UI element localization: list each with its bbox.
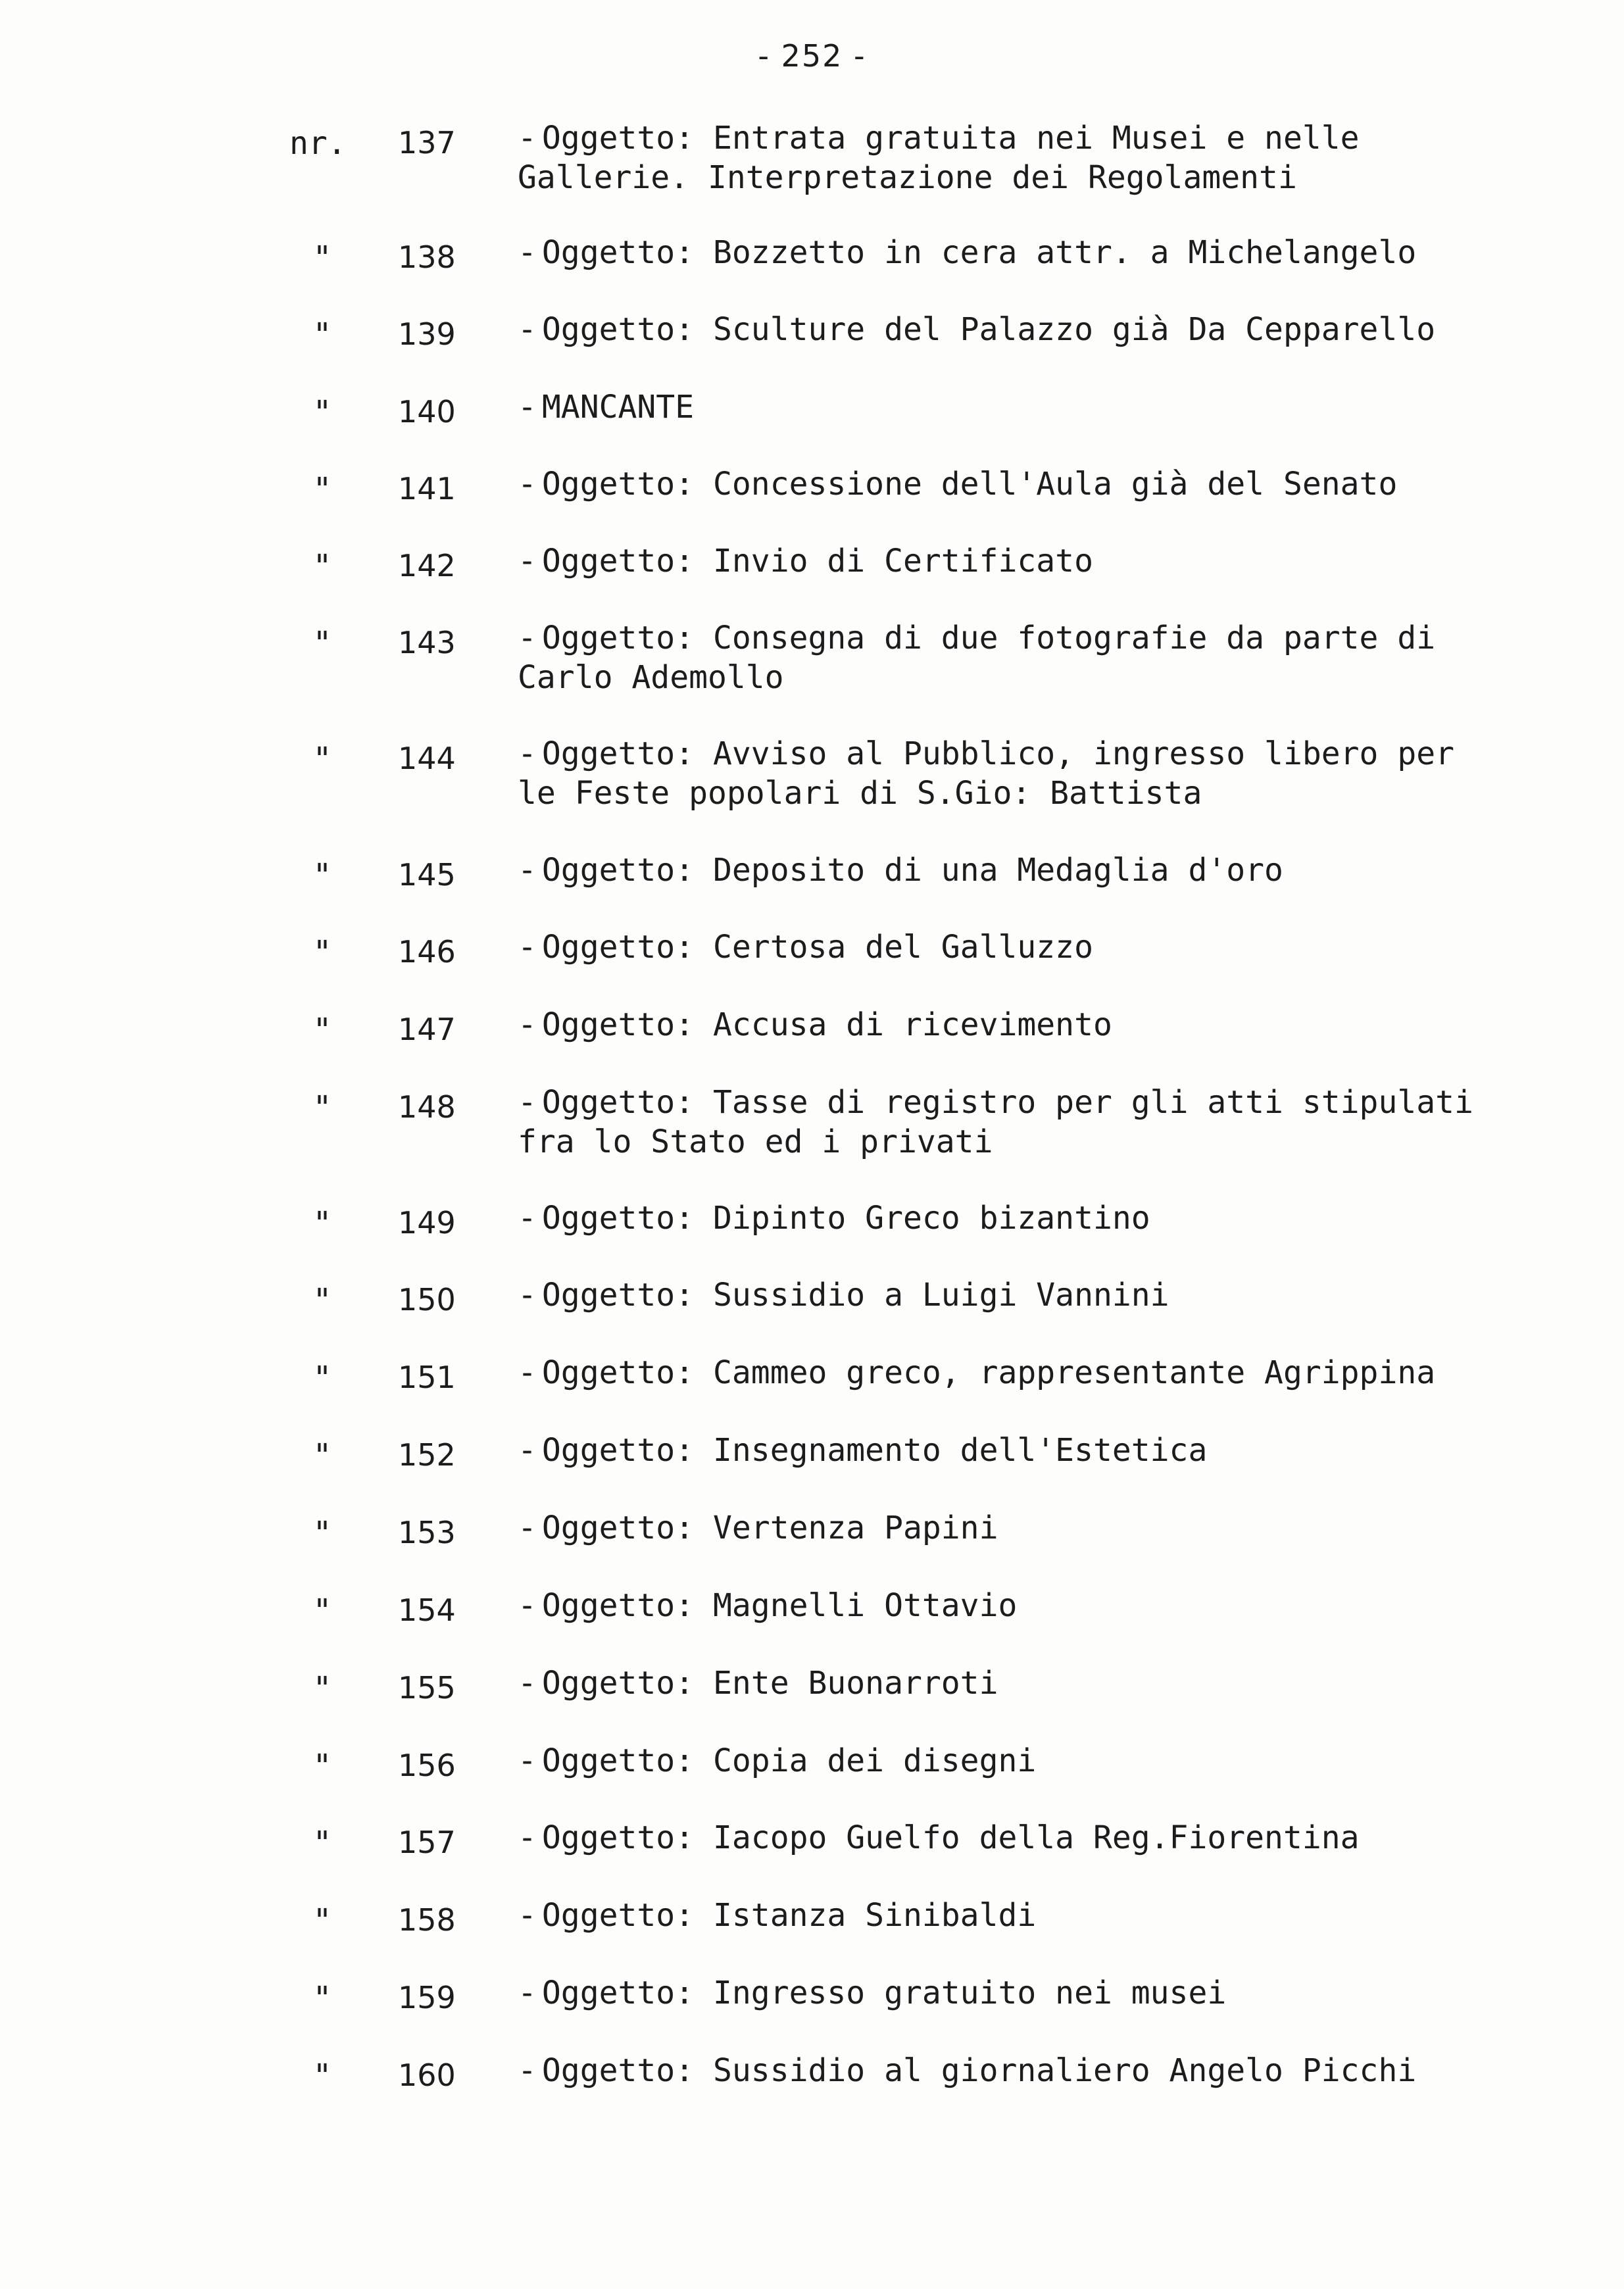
entry-number: 158: [398, 1902, 456, 1938]
entry-subject: Oggetto: Sculture del Palazzo già Da Cepparello: [541, 311, 1436, 348]
entry-dash: -: [518, 389, 537, 426]
entry-text: [518, 310, 1570, 349]
entry-subject: Oggetto: Concessione dell'Aula già del Senato: [541, 466, 1398, 503]
entry-number: 148: [398, 1089, 456, 1125]
entry-prefix: ": [312, 625, 332, 662]
entry-prefix: ": [312, 1012, 332, 1048]
entry-prefix: ": [312, 1360, 332, 1396]
entry-number: 160: [398, 2057, 456, 2093]
entry-number: 142: [398, 548, 456, 583]
entry-subject: Oggetto: Ente Buonarroti: [541, 1665, 998, 1702]
entry-subject: Oggetto: Consegna di due fotografie da parte di Carlo Ademollo: [518, 620, 1436, 696]
entry-dash: -: [518, 2052, 537, 2089]
entry-prefix: ": [312, 1282, 332, 1319]
entry-dash: -: [518, 1975, 537, 2011]
entry-number: 159: [398, 1980, 456, 2015]
entry-text: [518, 464, 1570, 504]
entry-dash: -: [518, 120, 537, 157]
entry-number: 150: [398, 1282, 456, 1317]
entry-subject: Oggetto: Ingresso gratuito nei musei: [541, 1975, 1227, 2011]
entry-subject: Oggetto: Sussidio al giornaliero Angelo Picchi: [541, 2052, 1417, 2089]
entry-text: [518, 1663, 1570, 1703]
entry-number: 147: [398, 1012, 456, 1047]
entry-text: [518, 1353, 1570, 1392]
entry-number: 143: [398, 625, 456, 660]
entry-text: [518, 1083, 1570, 1162]
entry-prefix: ": [312, 1089, 332, 1126]
entry-dash: -: [518, 1277, 537, 1314]
entry-subject: Oggetto: Copia dei disegni: [541, 1742, 1037, 1779]
entry-dash: -: [518, 735, 537, 772]
entry-prefix: ": [312, 316, 332, 353]
entry-text: [518, 1586, 1570, 1625]
entry-subject: Oggetto: Entrata gratuita nei Musei e nelle Gallerie. Interpretazione dei Regolamenti: [518, 120, 1360, 196]
entry-prefix: ": [312, 1902, 332, 1939]
entry-dash: -: [518, 1897, 537, 1934]
entry-text: [518, 1005, 1570, 1045]
entry-number: 141: [398, 471, 456, 506]
entry-text: [518, 1896, 1570, 1935]
entry-subject: MANCANTE: [541, 389, 695, 426]
entry-dash: -: [518, 929, 537, 966]
entry-number: 138: [398, 239, 456, 275]
entry-dash: -: [518, 1432, 537, 1469]
entry-number: 157: [398, 1825, 456, 1860]
entry-subject: Oggetto: Accusa di ricevimento: [541, 1006, 1112, 1043]
entry-dash: -: [518, 852, 537, 889]
entry-number: 139: [398, 316, 456, 352]
entry-number: 137: [398, 125, 456, 160]
page-number: - 252 -: [758, 38, 866, 74]
entry-prefix: ": [312, 1437, 332, 1474]
entry-dash: -: [518, 1006, 537, 1043]
entry-prefix: ": [312, 934, 332, 971]
entry-text: [518, 618, 1570, 697]
entry-text: [518, 1818, 1570, 1858]
entry-number: 153: [398, 1515, 456, 1550]
entry-prefix: ": [312, 857, 332, 894]
entry-text: [518, 734, 1570, 813]
entry-subject: Oggetto: Magnelli Ottavio: [541, 1587, 1018, 1624]
entry-dash: -: [518, 1742, 537, 1779]
entry-prefix: ": [312, 1980, 332, 2017]
entry-dash: -: [518, 1665, 537, 1702]
entry-prefix: ": [312, 239, 332, 276]
entry-prefix: ": [312, 471, 332, 508]
entry-dash: -: [518, 311, 537, 348]
entry-prefix: ": [312, 1515, 332, 1552]
entry-number: 140: [398, 394, 456, 430]
entry-dash: -: [518, 1587, 537, 1624]
entry-dash: -: [518, 466, 537, 503]
entry-dash: -: [518, 543, 537, 579]
entry-subject: Oggetto: Istanza Sinibaldi: [541, 1897, 1037, 1934]
entry-dash: -: [518, 1354, 537, 1391]
entry-subject: Oggetto: Bozzetto in cera attr. a Michelangelo: [541, 234, 1417, 271]
entry-subject: Oggetto: Invio di Certificato: [541, 543, 1093, 579]
entry-prefix: ": [312, 394, 332, 431]
entry-dash: -: [518, 1084, 537, 1121]
entry-text: [518, 1198, 1570, 1238]
entry-text: [518, 927, 1570, 967]
entry-text: [518, 1973, 1570, 2013]
entry-number: 154: [398, 1592, 456, 1628]
entry-text: [518, 1275, 1570, 1315]
entry-prefix: ": [312, 1670, 332, 1707]
entry-text: [518, 1741, 1570, 1781]
entry-dash: -: [518, 1200, 537, 1237]
entry-number: 144: [398, 741, 456, 776]
entry-text: [518, 233, 1570, 272]
entry-prefix: ": [312, 548, 332, 585]
entry-number: 155: [398, 1670, 456, 1706]
entry-number: 156: [398, 1748, 456, 1783]
entry-subject: Oggetto: Certosa del Galluzzo: [541, 929, 1093, 966]
entry-subject: Oggetto: Iacopo Guelfo della Reg.Fiorentina: [541, 1819, 1360, 1856]
entry-text: [518, 1431, 1570, 1470]
entry-subject: Oggetto: Sussidio a Luigi Vannini: [541, 1277, 1169, 1314]
entry-dash: -: [518, 620, 537, 656]
entry-subject: Oggetto: Cammeo greco, rappresentante Agrippina: [541, 1354, 1436, 1391]
entry-number: 151: [398, 1360, 456, 1395]
entry-dash: -: [518, 1510, 537, 1546]
entry-prefix: ": [312, 1592, 332, 1629]
entry-dash: -: [518, 234, 537, 271]
entry-prefix: nr.: [289, 125, 347, 162]
entry-prefix: ": [312, 1825, 332, 1861]
entry-number: 149: [398, 1205, 456, 1241]
entry-subject: Oggetto: Deposito di una Medaglia d'oro: [541, 852, 1283, 889]
entry-text: [518, 387, 1570, 427]
entry-prefix: ": [312, 741, 332, 777]
entry-number: 146: [398, 934, 456, 970]
entry-dash: -: [518, 1819, 537, 1856]
entry-subject: Oggetto: Avviso al Pubblico, ingresso libero per le Feste popolari di S.Gio: Battista: [518, 735, 1455, 812]
entry-text: [518, 2051, 1570, 2090]
entry-prefix: ": [312, 2057, 332, 2094]
entry-text: [518, 850, 1570, 890]
entry-number: 145: [398, 857, 456, 893]
entry-text: [518, 118, 1570, 197]
entry-text: [518, 541, 1570, 581]
entry-text: [518, 1508, 1570, 1548]
entry-subject: Oggetto: Tasse di registro per gli atti stipulati fra lo Stato ed i privati: [518, 1084, 1473, 1160]
entry-number: 152: [398, 1437, 456, 1473]
entry-subject: Oggetto: Dipinto Greco bizantino: [541, 1200, 1150, 1237]
entry-subject: Oggetto: Vertenza Papini: [541, 1510, 998, 1546]
entry-prefix: ": [312, 1748, 332, 1784]
entry-prefix: ": [312, 1205, 332, 1242]
entry-subject: Oggetto: Insegnamento dell'Estetica: [541, 1432, 1208, 1469]
